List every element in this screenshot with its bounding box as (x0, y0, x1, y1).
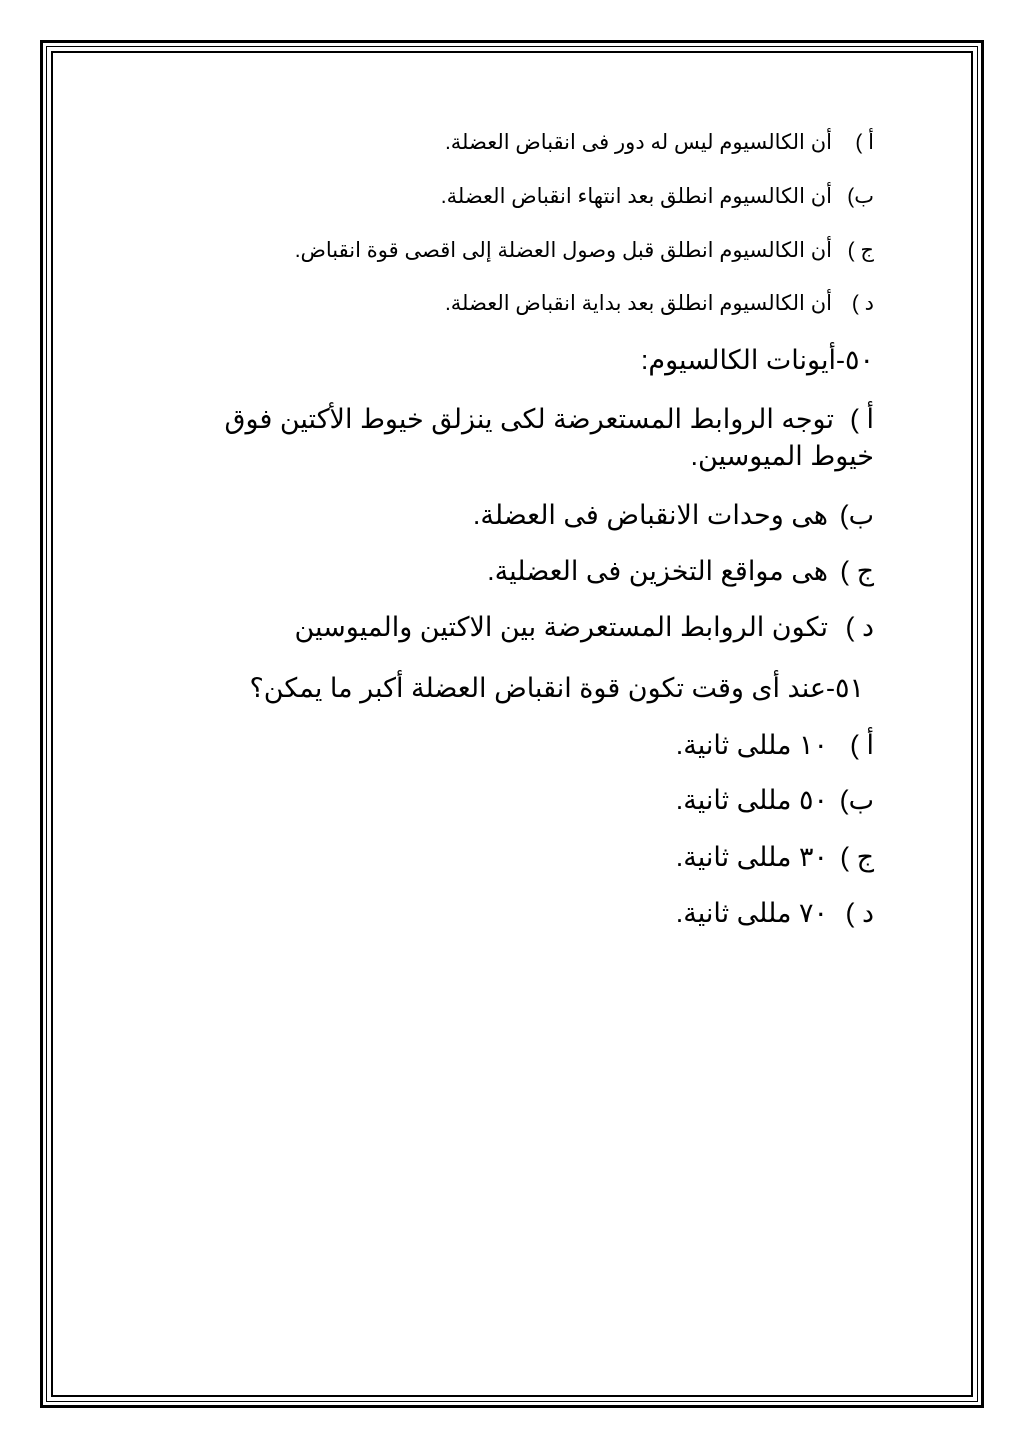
option-text: أن الكالسيوم ليس له دور فى انقباض العضلة. (444, 131, 832, 154)
option-text: توجه الروابط المستعرضة لكى ينزلق خيوط الأكتين فوق خيوط الميوسين. (224, 404, 874, 471)
option-text: أن الكالسيوم انطلق قبل وصول العضلة إلى اقصى قوة انقباض. (294, 239, 832, 262)
q51-option-b (676, 785, 874, 816)
option-label: أ ) (850, 730, 874, 760)
option-label: ج ) (847, 239, 874, 262)
q51-option-c (676, 842, 874, 873)
option-label: د ) (851, 292, 874, 315)
option-label: ب) (839, 785, 874, 815)
q51-option-d (676, 898, 874, 929)
option-text: ٧٠ مللى ثانية. (675, 898, 828, 928)
q50-option-d (294, 612, 874, 643)
option-label: أ ) (850, 404, 874, 434)
q49-option-b (441, 184, 874, 209)
option-text: أن الكالسيوم انطلق بعد بداية انقباض العضلة. (444, 292, 832, 315)
q51-title: ٥١-عند أى وقت تكون قوة انقباض العضلة أكبر ما يمكن؟ (249, 673, 864, 703)
q50-option-a (184, 401, 874, 475)
q49-option-a (445, 130, 874, 155)
option-label: د ) (845, 612, 874, 642)
option-text: تكون الروابط المستعرضة بين الاكتين والميوسين (294, 612, 828, 642)
q50-title: ٥٠-أيونات الكالسيوم: (640, 345, 874, 375)
option-text: هى وحدات الانقباض فى العضلة. (472, 500, 828, 530)
option-text: هى مواقع التخزين فى العضلية. (487, 556, 828, 586)
option-label: ج ) (840, 556, 874, 586)
q51-option-a (676, 730, 874, 761)
option-label: د ) (845, 898, 874, 928)
option-label: ب) (847, 185, 874, 208)
option-label: أ ) (855, 131, 874, 154)
q49-option-c (295, 238, 874, 263)
option-label: ب) (839, 500, 874, 530)
option-text: ٥٠ مللى ثانية. (675, 785, 828, 815)
option-text: ١٠ مللى ثانية. (675, 730, 828, 760)
q49-option-d (445, 291, 874, 316)
q50-option-c (487, 556, 874, 587)
option-text: ٣٠ مللى ثانية. (675, 842, 828, 872)
option-text: أن الكالسيوم انطلق بعد انتهاء انقباض العضلة. (440, 185, 832, 208)
q50-option-b (473, 500, 874, 531)
option-label: ج ) (840, 842, 874, 872)
